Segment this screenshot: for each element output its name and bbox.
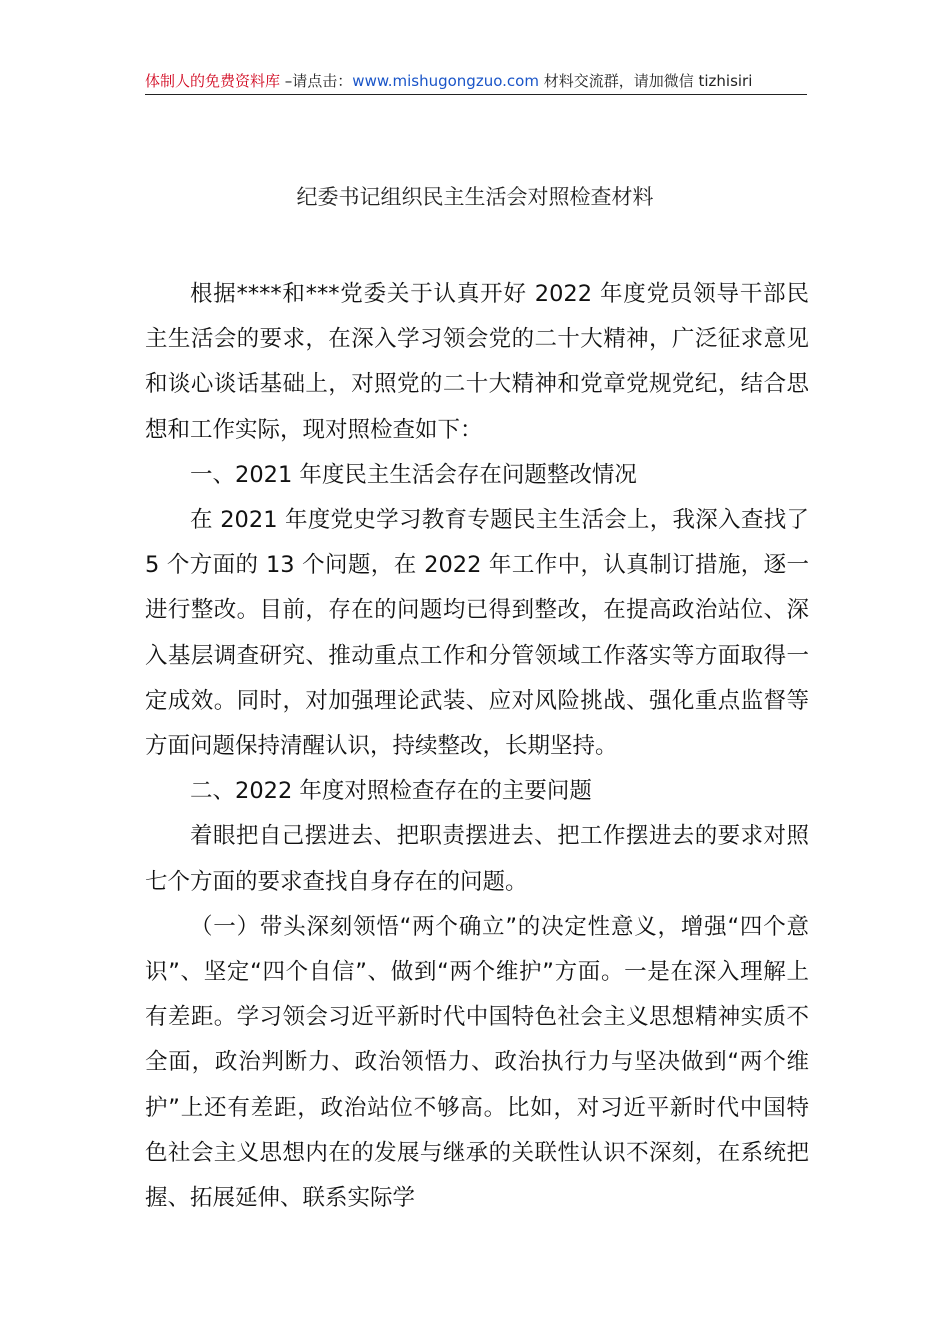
section-heading-1: 一、2021 年度民主生活会存在问题整改情况 (190, 461, 637, 488)
paragraph-intro: 根据****和***党委关于认真开好 2022 年度党员领导干部民主生活会的要求，在深入学习领会党的二十大精神，广泛征求意见和谈心谈话基础上，对照党的二十大精神和党章党规党纪，结合思想和工作实际，现对照检查如下： (145, 281, 809, 443)
paragraph-rectification: 在 2021 年度党史学习教育专题民主生活会上，我深入查找了 5 个方面的 13 个问题，在 2022 年工作中，认真制订措施，逐一进行整改。目前，存在的问题均已得到整改，在提高政治站位、深入基层调查研究、推动重点工作和分管领域工作落实等方面取得一定成效。同时，对加强理论武装、应对风险挑战、强化重点监督等方面问题保持清醒认识，持续整改，长期坚持。 (145, 507, 809, 760)
header-site-link[interactable]: www.mishugongzuo.com (352, 72, 539, 90)
section-heading-2: 二、2022 年度对照检查存在的主要问题 (190, 778, 592, 805)
header-brand: 体制人的免费资料库 (145, 72, 281, 90)
header-prompt: –请点击： (280, 72, 353, 90)
document-title: 纪委书记组织民主生活会对照检查材料 (296, 185, 654, 209)
document-body (145, 272, 809, 1221)
header-divider (145, 94, 807, 95)
paragraph-subsection-1: （一）带头深刻领悟“两个确立”的决定性意义，增强“四个意识”、坚定“四个自信”、做到“两个维护”方面。一是在深入理解上有差距。学习领会习近平新时代中国特色社会主义思想精神实质不全面，政治判断力、政治领悟力、政治执行力与坚决做到“两个维护”上还有差距，政治站位不够高。比如，对习近平新时代中国特色社会主义思想内在的发展与继承的关联性认识不深刻，在系统把握、拓展延伸、联系实际学 (145, 913, 809, 1212)
header-banner (145, 68, 805, 94)
paragraph-approach: 着眼把自己摆进去、把职责摆进去、把工作摆进去的要求对照七个方面的要求查找自身存在的问题。 (145, 823, 809, 895)
header-wechat-note: 材料交流群，请加微信 tizhisiri (538, 72, 753, 90)
